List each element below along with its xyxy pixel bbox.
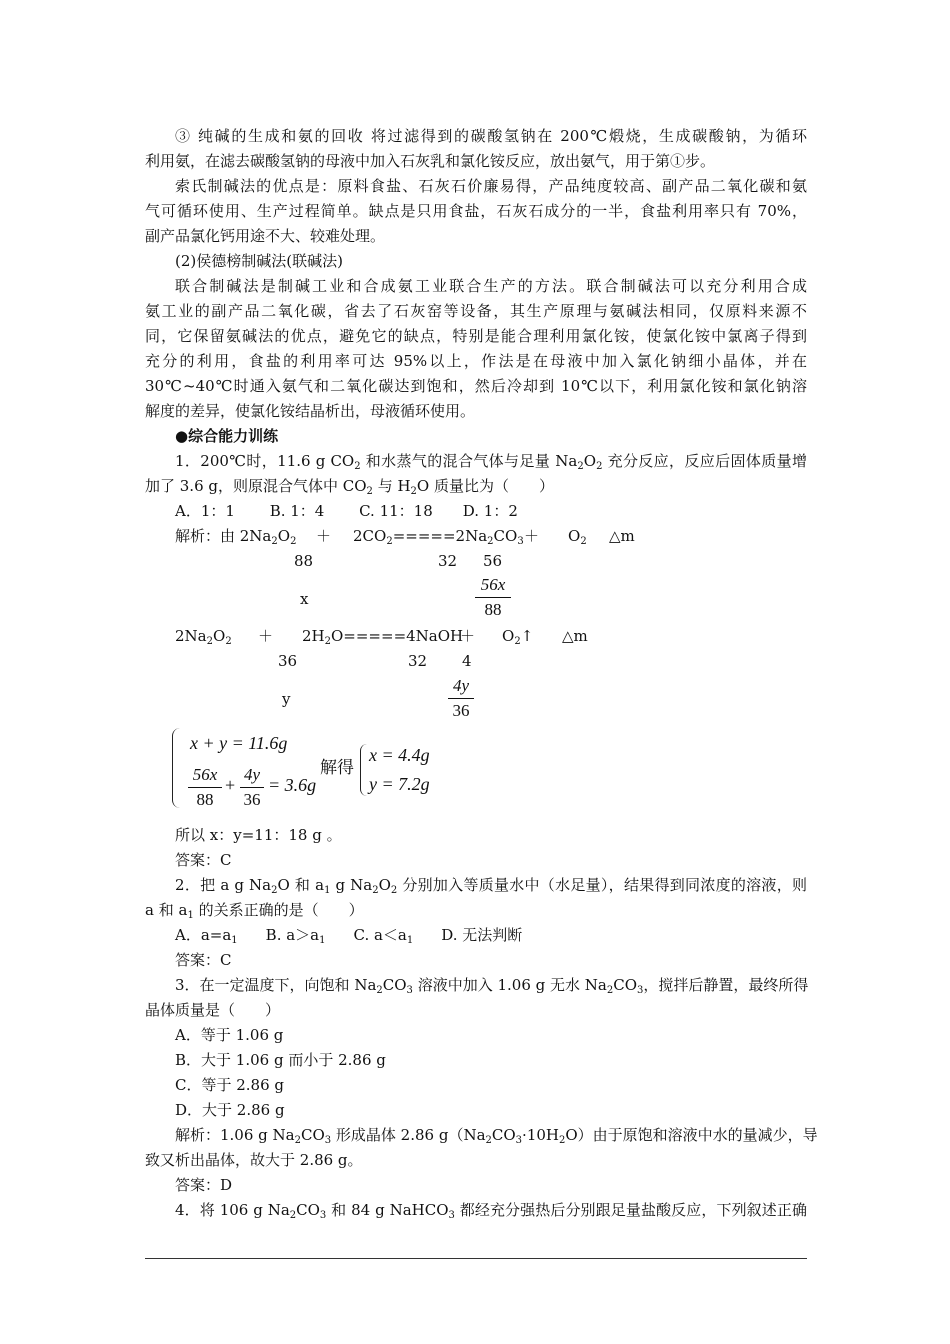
section-title: ●综合能力训练 xyxy=(175,427,279,445)
question-3-option: D．大于 2.86 g xyxy=(175,1101,285,1119)
reaction-1-equation: $2CO_2=====2Na_2CO_3$ xyxy=(353,527,524,547)
delta-m: △m xyxy=(609,527,635,545)
oxygen-gas: $O_2$ xyxy=(568,527,587,547)
question-1-stem: 加了 3.6 g，则原混合气体中 $CO_2$ 与 $H_2O$ 质量比为（ ） xyxy=(145,477,554,497)
paragraph-line: ③ 纯碱的生成和氨的回收 将过滤得到的碳酸氢钠在 200℃煅烧，生成碳酸钠，为循环 xyxy=(175,127,807,145)
fraction-denominator: 36 xyxy=(243,790,261,809)
plus-sign: ＋ xyxy=(316,527,332,545)
paragraph-line: 气可循环使用、生产过程简单。缺点是只用食盐，石灰石成分的一半，食盐利用率只有 70%， xyxy=(145,202,807,220)
paragraph-line: 30℃~40℃时通入氨气和二氧化碳达到饱和，然后冷却到 10℃以下，利用氯化铵和氯化钠溶 xyxy=(145,377,807,395)
mass-change: 4 xyxy=(462,652,472,670)
molar-mass: 36 xyxy=(278,652,298,670)
conclusion: 所以 x：y=11：18 g 。 xyxy=(175,826,342,844)
plus-sign: + xyxy=(225,775,236,795)
question-1-stem: 1．200℃时，11.6 g $CO_2$ 和水蒸气的混合气体与足量 $Na_2O_2$ 充分反应，反应后固体质量增 xyxy=(175,452,808,472)
left-brace xyxy=(172,728,183,808)
question-1-options: A．1：1 B. 1：4 C. 11：18 D. 1：2 xyxy=(175,502,518,520)
delta-m: △m xyxy=(562,627,588,645)
question-3-analysis: 解析：1.06 g $Na_2CO_3$ 形成晶体 2.86 $g(Na_2CO_3\cdot 10H_2O)$由于原饱和溶液中水的量减少，导 xyxy=(175,1126,818,1146)
solution-y: y = 7.2g xyxy=(369,774,430,794)
fraction-56x-88 xyxy=(475,574,511,621)
fraction-4y-36 xyxy=(448,675,474,722)
fraction-numerator: 56x xyxy=(480,575,506,594)
plus-sign: ＋ xyxy=(524,527,540,545)
left-brace xyxy=(360,744,369,796)
paragraph-line: 充分的利用，食盐的利用率可达 95%以上，作法是在母液中加入氯化钠细小晶体，并在 xyxy=(145,352,807,370)
paragraph-line: 利用氨，在滤去碳酸氢钠的母液中加入石灰乳和氯化铵反应，放出氨气，用于第①步。 xyxy=(145,152,716,170)
system-fraction xyxy=(188,764,222,811)
fraction-numerator: 4y xyxy=(452,676,470,695)
system-rhs: = 3.6g xyxy=(268,775,317,795)
paragraph-line: 解度的差异，使氯化铵结晶析出，母液循环使用。 xyxy=(145,402,476,420)
solution-x: x = 4.4g xyxy=(369,745,430,765)
answer: 答案：C xyxy=(175,951,232,969)
oxygen-gas: $O_2↑$ xyxy=(502,627,534,647)
question-3-stem: 3．在一定温度下，向饱和 $Na_2CO_3$ 溶液中加入 1.06 g 无水 $Na_2CO_3$，搅拌后静置，最终所得 xyxy=(175,976,809,996)
question-3-option: B．大于 1.06 g 而小于 2.86 g xyxy=(175,1051,386,1069)
paragraph-line: 同，它保留氨碱法的优点，避免它的缺点，特别是能合理利用氯化铵，使氯化铵中氯离子得到 xyxy=(145,327,807,345)
system-equation-1: x + y = 11.6g xyxy=(190,733,288,753)
system-fraction xyxy=(240,764,264,811)
molar-mass: 32 xyxy=(408,652,428,670)
fraction-denominator: 88 xyxy=(196,790,214,809)
question-3-option: A．等于 1.06 g xyxy=(175,1026,284,1044)
plus-sign: ＋ xyxy=(460,627,476,645)
paragraph-line: 联合制碱法是制碱工业和合成氨工业联合生产的方法。联合制碱法可以充分利用合成 xyxy=(175,277,807,295)
fraction-denominator: 88 xyxy=(484,600,502,619)
answer: 答案：C xyxy=(175,851,232,869)
question-3-option: C．等于 2.86 g xyxy=(175,1076,285,1094)
paragraph-line: 索氏制碱法的优点是：原料食盐、石灰石价廉易得，产品纯度较高、副产品二氧化碳和氨 xyxy=(175,177,807,195)
answer: 答案：D xyxy=(175,1176,233,1194)
plus-sign: ＋ xyxy=(258,627,274,645)
question-2-stem: 2．把 a g $Na_2O$ 和 $a_1$ g $Na_2O_2$ 分别加入等质量水中（水足量），结果得到同浓度的溶液，则 xyxy=(175,876,807,896)
reaction-1-reactant: 解析：由 $2Na_2O_2$ xyxy=(175,527,297,547)
fraction-numerator: 4y xyxy=(243,765,261,784)
variable-x: x xyxy=(300,590,309,608)
molar-mass: 88 xyxy=(294,552,314,570)
reaction-2-equation: $2H_2O=====4NaOH$ xyxy=(302,627,464,647)
fraction-denominator: 36 xyxy=(452,701,470,720)
fraction-numerator: 56x xyxy=(192,765,218,784)
subheading: (2)侯德榜制碱法(联碱法) xyxy=(175,252,343,270)
reaction-2-reactant: $2Na_2O_2$ xyxy=(175,627,232,647)
question-3-analysis: 致又析出晶体，故大于 2.86 g。 xyxy=(145,1151,363,1169)
question-4-stem: 4．将 106 g $Na_2CO_3$ 和 84 g NaHCO$_3$ 都经充分强热后分别跟足量盐酸反应，下列叙述正确 xyxy=(175,1201,807,1221)
question-2-stem: a 和 $a_1$ 的关系正确的是（ ） xyxy=(145,901,364,921)
paragraph-line: 氨工业的副产品二氧化碳，省去了石灰窑等设备，其生产原理与氨碱法相同，仅原料来源不 xyxy=(145,302,807,320)
mass-change: 56 xyxy=(483,552,503,570)
solve-label: 解得 xyxy=(320,758,354,778)
question-2-options: A．$a=a_1$ B. $a>a_1$ C. $a<a_1$ D. 无法判断 xyxy=(175,926,523,946)
variable-y: y xyxy=(282,690,291,708)
paragraph-line: 副产品氯化钙用途不大、较难处理。 xyxy=(145,227,386,245)
molar-mass: 32 xyxy=(438,552,458,570)
question-3-stem: 晶体质量是（ ） xyxy=(145,1001,281,1019)
footer-divider xyxy=(145,1258,807,1259)
